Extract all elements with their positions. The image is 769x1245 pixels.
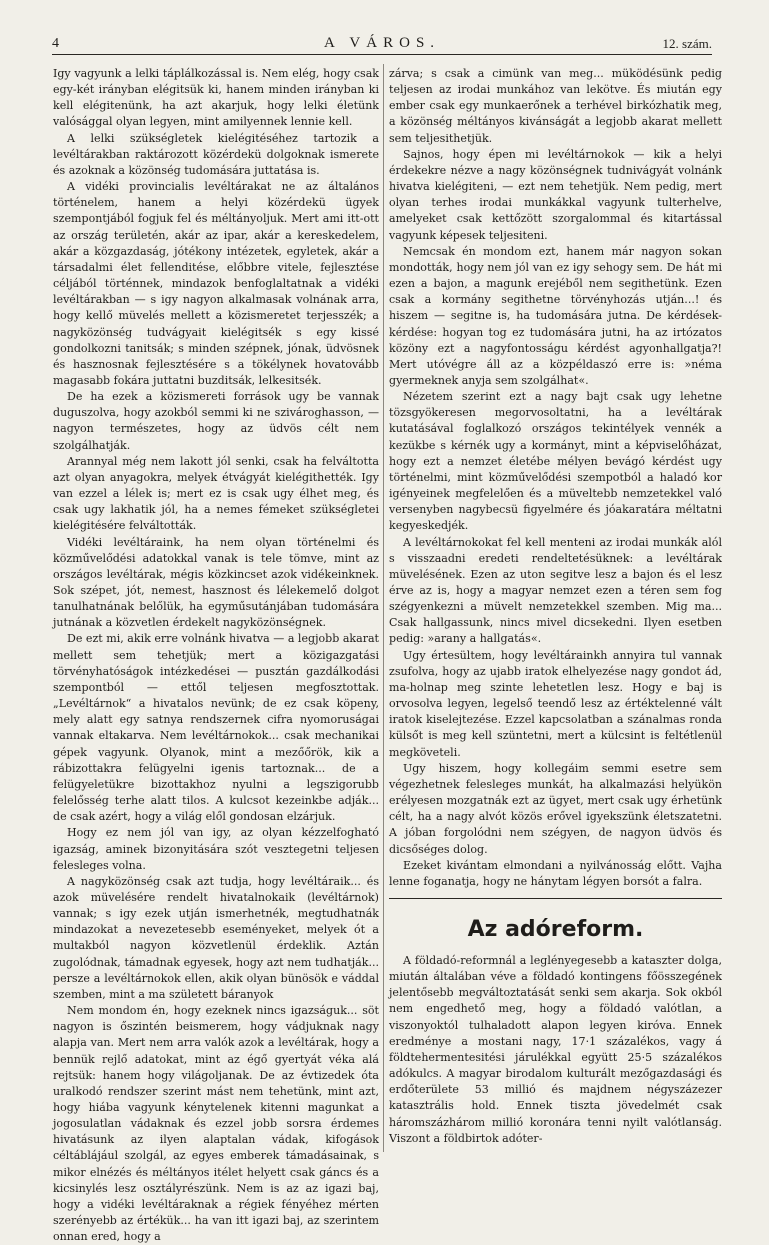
page-header <box>52 34 712 55</box>
paragraph: zárva; s csak a cimünk van meg... müködésünk pedig teljesen az irodai munkához van lekötve. És miután egy ember csak egy munkaerőnek a terhével birkózhatik meg, a közönség méltányos kivánságát a legjobb akarat mellett sem teljesithetjük. <box>389 67 722 145</box>
paragraph: Ezeket kivántam elmondani a nyilvánosság előtt. Vajha lenne foganatja, hogy ne hánytam légyen borsót a falra. <box>389 858 722 888</box>
paragraph: Vidéki levéltáraink, ha nem olyan történelmi és közművelődési adatokkal vanak is tele tömve, mint az országos levéltárak, mégis közkincset azok vidékeinknek. Sok szépet, jót, nemest, hasznost és lélekemelő dolgot tanulhatnának belőlük, ha egyműsutánjában tudomására jutnának a közvetlen érdekelt nagyközönségnek. <box>53 535 379 630</box>
paragraph: De ha ezek a közismereti források ugy be vannak duguszolva, hogy azokból semmi ki ne szivároghasson, — nagyon természetes, hogy az üdvös célt nem szolgálhatják. <box>53 390 379 452</box>
paragraph: A lelki szükségletek kielégitéséhez tartozik a levéltárakban raktározott közérdekü dolgoknak ismerete és azoknak a közönség tudomására juttatása is. <box>53 131 379 177</box>
paragraph: A levéltárnokokat fel kell menteni az irodai munkák alól s visszaadni eredeti rendeltetésüknek: a levéltárak müvelésének. Ezen az uton segitve lesz a bajon és el lesz érve az is, hogy a magyar nemzet ezen a téren sem fog szégyenkezni a müvelt nemzetekkel szemben. Mig ma... Csak hallgassunk, nincs mivel dicsekedni. Ilyen esetben pedig: »arany a hallgatás«. <box>389 535 722 646</box>
paragraph: A vidéki provincialis levéltárakat ne az általános történelem, hanem a helyi közérdekü ügyek szempontjából fogjuk fel és méltányoljuk. Mert ami itt-ott az ország területén, akár az ipar, akár a kereskedelem, akár a közgazdaság, jótékony intézetek, egyletek, akár a társadalmi élet fellenditése, előbbre vitele, fejlesztése céljából történnek, mindazok benfoglaltatnak a vidéki levéltárakban — s igy nagyon alkalmasak volnának arra, hogy kellő müvelés mellett a közismeretet terjesszék; a nagyközönség tudvágyait kielégitsék s egy kissé gondolkozni tanitsák; s minden szépnek, jónak, üdvösnek és hasznosnak fejlesztésére s a tökélynek hovatovább magasabb fokára juttatni buzditsák, lelkesitsék. <box>53 180 379 387</box>
column-divider <box>383 64 384 1152</box>
section-title: Az adóreform. <box>467 916 644 942</box>
paragraph: A nagyközönség csak azt tudja, hogy levéltáraik... és azok müvelésére rendelt hivatalnokaik (levéltárnok) vannak; s igy ezek utján ismerhetnék, megtudhatnák mindazokat a nevezetesebb eseményeket, melyek ót a multakból nagyon közvetlenül érdeklik. Aztán zugolódnak, támadnak egyesek, hogy azt nem tudhatják... persze a levéltárnokok ellen, akik olyan bünösök e váddal szemben, mint a ma született báranyok <box>53 874 379 1001</box>
paragraph: Nézetem szerint ezt a nagy bajt csak ugy lehetne tözsgyökeresen megorvosoltatni, ha a levéltárak kutatásával foglalkozó országos tekintélyek vennék a kezükbe s kérnék ugy a kormányt, mint a képviselőházat, hogy ezt a nemzet életébe mélyen bevágó kérdést ugy történelmi, mint közművelődési szempotból a haladó kor igényeinek megfelelően és a müveltebb nemzetekkel való versenyben nagybecsü figyelmére és jóakaratára méltatni kegyeskedjék. <box>389 390 722 533</box>
paragraph: A földadó-reformnál a leglényegesebb a kataszter dolga, miután általában véve a földadó kontingens főösszegének jelentősebb megváltoztatását senki sem akarja. Sok okból nem engedhető meg, hogy a földadó valótlan, a viszonyoktól tulhaladott alapon legyen kiróva. Ennek eredménye a mostani nagy, 17·1 százalékos, vagy á földtehermentesitési járulékkal együtt 25·5 százalékos adókulcs. A magyar birodalom kulturált mezőgazdasági és erdőterülete 53 millió és majdnem négyszázezer katasztrális hold. Ennek tiszta jövedelmét csak háromszázhárom millió koronára tenni nyilt valótlanság. Viszont a földbirtok adóter- <box>389 953 722 1145</box>
paragraph: Ugy hiszem, hogy kollegáim semmi esetre sem végezhetnek felesleges munkát, ha alkalmazási helyükön erélyesen mozgatnák ezt az ügyet, mert csak ugy érhetünk célt, ha a nagy alvót közös erővel igyekszünk életszatetni. A jóban forgolódni nem szégyen, de nagyon üdvös és dicsőséges dolog. <box>389 761 722 856</box>
paragraph: Arannyal még nem lakott jól senki, csak ha felváltotta azt olyan anyagokra, melyek étvágyát kielégithették. Igy van ezzel a lélek is; mert ez is csak ugy élhet meg, és csak ugy lakhatik jól, ha a nemes fémeket szükségletei kielégitésére felváltották. <box>53 454 379 533</box>
paragraph: Nem mondom én, hogy ezeknek nincs igazságuk... söt nagyon is őszintén beismerem, hogy vádjuknak nagy alapja van. Mert nem arra valók azok a levéltárak, hogy a bennük rejlő adatokat, mint az égő gyertyát véka alá rejtsük: hanem hogy világoljanak. De az évtizedek óta uralkodó rendszer szerint mást nem tehetünk, mint azt, hogy hiába vagyunk kénytelenek kitenni magunkat a jogosulatlan vádaknak és ezzel jobb sorsra érdemes hivatásunk az ilyen alaptalan vádak, kifogások céltáblájául szolgál, az egyes emberek támadásainak, s mikor elnézés és méltányos itélet helyett csak gáncs és a kicsinylés lesz osztályrészünk. Nem is az az igazi baj, hogy a vidéki levéltáraknak a régiek fényéhez mérten szerényebb az értékük... ha van itt igazi baj, az szerintem onnan ered, hogy a <box>53 1004 379 1244</box>
section-rule <box>389 898 722 899</box>
paragraph: De ezt mi, akik erre volnánk hivatva — a legjobb akarat mellett sem tehetjük; mert a közigazgatási törvényhatóságok intézkedései — pusztán gazdálkodási szempontból — ettől teljesen megfosztottak. „Levéltárnok“ a hivatalos nevünk; de ez csak köpeny, mely alatt egy satnya rendszernek cifra nyomoruságai vannak eltakarva. Nem levéltárnokok... csak mechanikai gépek vagyunk. Olyanok, mint a mezőőrök, kik a rábizottakra felügyelni igenis tartoznak... de a felügyeletükre bizottakhoz nyulni a legszigorubb felelősség terhe alatt tilos. A kulcsot kezeinkbe adják... de csak azért, hogy a világ elől gondosan elzárjuk. <box>53 632 379 824</box>
paragraph: Igy vagyunk a lelki táplálkozással is. Nem elég, hogy csak egy-két irányban elégitsük ki, hanem minden irányban ki kell elégitenünk, ha azt akarjuk, hogy lelki életünk valósággal olyan legyen, mint amilyennek lennie kell. <box>53 67 379 129</box>
paragraph: Ugy értesültem, hogy levéltárainkh annyira tul vannak zsufolva, hogy az ujabb iratok elhelyezése nagy gondot ád, ma-holnap meg szinte lehetetlen lesz. Hogy e baj is orvosolva legyen, legelső teendő lesz az értéktelenné vált iratok kiselejtezése. Ezzel kapcsolatban a szánalmas ronda külsőt is meg kell szüntetni, mert a külcsint is feltétlenül megköveteli. <box>389 648 722 759</box>
paragraph: Nemcsak én mondom ezt, hanem már nagyon sokan mondották, hogy nem jól van ez igy sehogy sem. De hát mi ezen a bajon, a magunk erejéből nem segithetünk. Ezen csak a kormány segithetne törvényhozás utján...! és hiszem — segitne is, ha tudomására jutna. De kérdések-kérdése: hogyan tog ez tudomására jutni, ha az irtózatos közöny ezt a nagyfontosságu kérdést agyonhallgatja?! Mert utóvégre áll az a közpéldaszó erre is: »néma gyermeknek anyja sem szolgálhat«. <box>389 244 722 387</box>
left-column <box>53 66 379 1244</box>
paragraph: Hogy ez nem jól van igy, az olyan kézzelfogható igazság, aminek bizonyitására szót vesztegetni teljesen felesleges volna. <box>53 826 379 872</box>
page-number: 4 <box>52 36 59 51</box>
issue-number: 12. szám. <box>662 36 712 51</box>
right-column <box>389 66 722 1156</box>
paragraph: Sajnos, hogy épen mi levéltárnokok — kik a helyi érdekekre nézve a nagy közönségnek tudnivágyát volnánk hivatva kielégiteni, — ezt nem tehetjük. Nem pedig, mert olyan terhes irodai munkákkal vagyunk tulterhelve, amelyeket csak kettőzött szorgalommal és kitartással vagyunk képesek teljesiteni. <box>389 147 722 242</box>
publication-title: A VÁROS. <box>323 35 441 51</box>
